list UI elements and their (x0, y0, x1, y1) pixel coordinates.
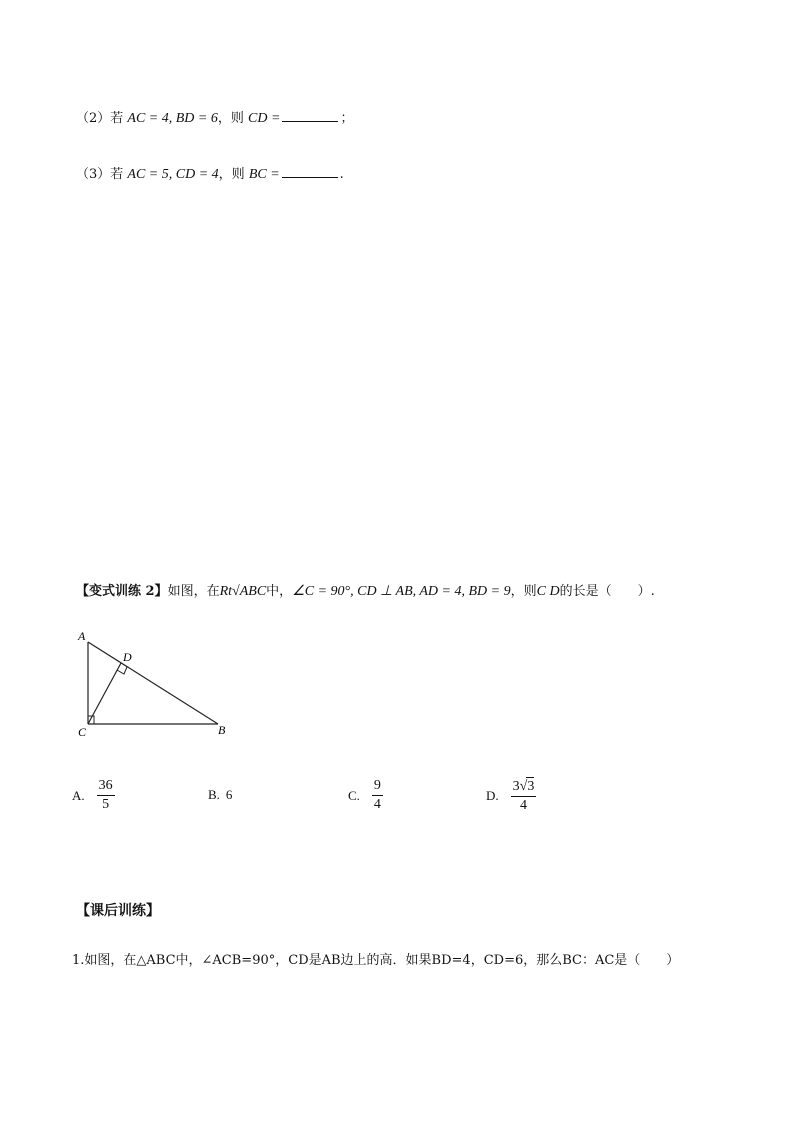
option-d-label: D. (486, 788, 499, 803)
option-c[interactable] (348, 777, 383, 814)
option-a-numerator: 36 (97, 777, 115, 796)
option-d-denominator: 4 (519, 798, 527, 813)
option-b-value: 6 (225, 787, 233, 802)
q3-end: . (339, 167, 344, 182)
triangle-figure (70, 628, 270, 748)
question-1: 1.如图，在△ABC中，∠ACB=90°，CD是AB边上的高．如果BD=4，CD=6，那么BC：AC是（ ） (72, 953, 680, 968)
option-c-fraction (372, 777, 383, 814)
q3-prefix: （3）若 (76, 167, 124, 182)
label-d: D (123, 650, 132, 664)
option-d-fraction (511, 777, 537, 815)
q3-sep: ，则 (218, 167, 245, 182)
variant-condition: ∠C = 90°, CD ⊥ AB, AD = 4, BD = 9 (292, 584, 511, 599)
variant-text-4: 的长是（ ）. (559, 584, 655, 599)
after-class-title: 【课后训练】 (76, 903, 160, 919)
q2-sep: ，则 (217, 111, 244, 126)
question-3 (76, 163, 344, 183)
variant-question (76, 580, 655, 600)
label-a: A (78, 629, 86, 643)
q2-target: CD = (248, 111, 281, 126)
variant-triangle: Rt√ABC (219, 584, 267, 599)
label-c: C (78, 725, 87, 739)
option-d-coefficient: 3 (512, 779, 520, 794)
sqrt-icon: √ (519, 779, 528, 794)
label-b: B (218, 723, 226, 737)
option-c-denominator: 4 (373, 797, 381, 812)
q3-condition: AC = 5, CD = 4 (127, 167, 219, 182)
q2-end: ； (340, 111, 354, 126)
option-a-fraction (97, 777, 115, 814)
q2-prefix: （2）若 (76, 111, 124, 126)
question-2 (76, 107, 353, 127)
q3-answer-blank[interactable] (282, 165, 338, 178)
q2-answer-blank[interactable] (282, 109, 338, 122)
q3-target: BC = (248, 167, 280, 182)
variant-text-2: 中， (266, 584, 293, 599)
variant-text-1: 如图，在 (167, 584, 220, 599)
option-c-numerator: 9 (372, 777, 383, 796)
option-a[interactable] (72, 777, 115, 814)
variant-cd: C D (536, 584, 560, 599)
option-a-denominator: 5 (102, 797, 110, 812)
option-b-label: B. (208, 787, 220, 802)
variant-text-3: ，则 (510, 584, 537, 599)
option-a-label: A. (72, 787, 85, 803)
option-d-numerator (511, 777, 537, 797)
altitude-cd (88, 663, 121, 724)
option-b[interactable] (208, 787, 232, 803)
option-d[interactable] (486, 777, 536, 815)
side-ab (88, 642, 218, 724)
option-d-radicand: 3 (527, 779, 535, 794)
option-c-label: C. (348, 787, 360, 803)
q2-condition: AC = 4, BD = 6 (127, 111, 218, 126)
variant-tag: 【变式训练 2】 (76, 584, 168, 599)
